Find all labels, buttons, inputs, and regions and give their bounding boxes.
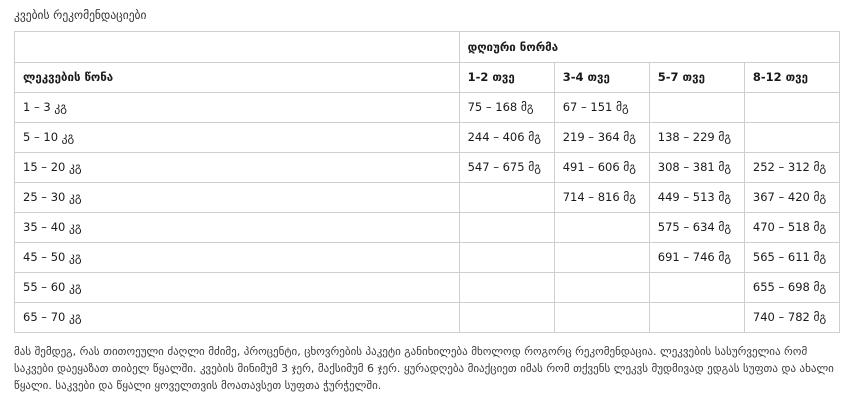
cell-8-12-months: 367 – 420 მგ [744, 182, 839, 212]
page-title: კვების რეკომენდაციები [14, 8, 147, 22]
cell-3-4-months [554, 272, 649, 302]
cell-5-7-months [649, 302, 744, 332]
cell-3-4-months [554, 242, 649, 272]
table-header-group-row [15, 31, 840, 62]
header-empty-cell [15, 31, 460, 62]
table-row [15, 302, 840, 332]
table-row [15, 152, 840, 182]
header-daily-norm-label: დღიური ნორმა [459, 31, 839, 62]
column-header-weight: ლეკვების წონა [15, 62, 460, 92]
cell-weight: 35 – 40 კგ [15, 212, 460, 242]
cell-1-2-months [459, 242, 554, 272]
cell-weight: 25 – 30 კგ [15, 182, 460, 212]
cell-weight: 15 – 20 კგ [15, 152, 460, 182]
cell-8-12-months: 565 – 611 მგ [744, 242, 839, 272]
cell-1-2-months: 244 – 406 მგ [459, 122, 554, 152]
column-header-1-2-months: 1-2 თვე [459, 62, 554, 92]
cell-3-4-months: 491 – 606 მგ [554, 152, 649, 182]
cell-1-2-months [459, 182, 554, 212]
cell-1-2-months: 75 – 168 მგ [459, 92, 554, 122]
column-header-8-12-months: 8-12 თვე [744, 62, 839, 92]
table-row [15, 92, 840, 122]
table-row [15, 212, 840, 242]
cell-5-7-months: 691 – 746 მგ [649, 242, 744, 272]
cell-weight: 45 – 50 კგ [15, 242, 460, 272]
cell-weight: 65 – 70 კგ [15, 302, 460, 332]
cell-1-2-months [459, 302, 554, 332]
column-header-5-7-months: 5-7 თვე [649, 62, 744, 92]
cell-3-4-months: 219 – 364 მგ [554, 122, 649, 152]
cell-3-4-months [554, 212, 649, 242]
cell-1-2-months: 547 – 675 მგ [459, 152, 554, 182]
cell-8-12-months: 740 – 782 მგ [744, 302, 839, 332]
cell-3-4-months: 67 – 151 მგ [554, 92, 649, 122]
cell-5-7-months: 308 – 381 მგ [649, 152, 744, 182]
footnote-text: მას შემდეგ, რას თითოეული ძაღლი მძიმე, პროცენტი, ცხოვრების პაკეტი განიხილება მხოლოდ როგორც რეკომენდაცია. ლეკვების სასურველია რომ საკვები დაეყაზათ თიბელ წყალში. კვების მინიმუმ 3 ჯერ, მაქსიმუმ 6 ჯერ. ყურადღება მიაქციეთ იმას რომ თქვენს ლეკვს მუდმივად ედგას სუფთა და ახალი წყალი. საკვები და წყალი ყოველთვის მოათავსეთ სუფთა ჭურჭელში. [14, 344, 834, 393]
table-row [15, 242, 840, 272]
table-row [15, 122, 840, 152]
cell-weight: 1 – 3 კგ [15, 92, 460, 122]
cell-8-12-months: 655 – 698 მგ [744, 272, 839, 302]
cell-5-7-months: 575 – 634 მგ [649, 212, 744, 242]
cell-8-12-months: 470 – 518 მგ [744, 212, 839, 242]
cell-8-12-months [744, 92, 839, 122]
cell-5-7-months: 138 – 229 მგ [649, 122, 744, 152]
cell-3-4-months [554, 302, 649, 332]
cell-5-7-months [649, 92, 744, 122]
table-header-columns-row [15, 62, 840, 92]
feeding-recommendation-table [14, 31, 840, 333]
cell-5-7-months [649, 272, 744, 302]
cell-1-2-months [459, 212, 554, 242]
table-row [15, 182, 840, 212]
cell-8-12-months: 252 – 312 მგ [744, 152, 839, 182]
cell-weight: 5 – 10 კგ [15, 122, 460, 152]
cell-8-12-months [744, 122, 839, 152]
cell-1-2-months [459, 272, 554, 302]
column-header-3-4-months: 3-4 თვე [554, 62, 649, 92]
cell-3-4-months: 714 – 816 მგ [554, 182, 649, 212]
cell-5-7-months: 449 – 513 მგ [649, 182, 744, 212]
table-row [15, 272, 840, 302]
cell-weight: 55 – 60 კგ [15, 272, 460, 302]
